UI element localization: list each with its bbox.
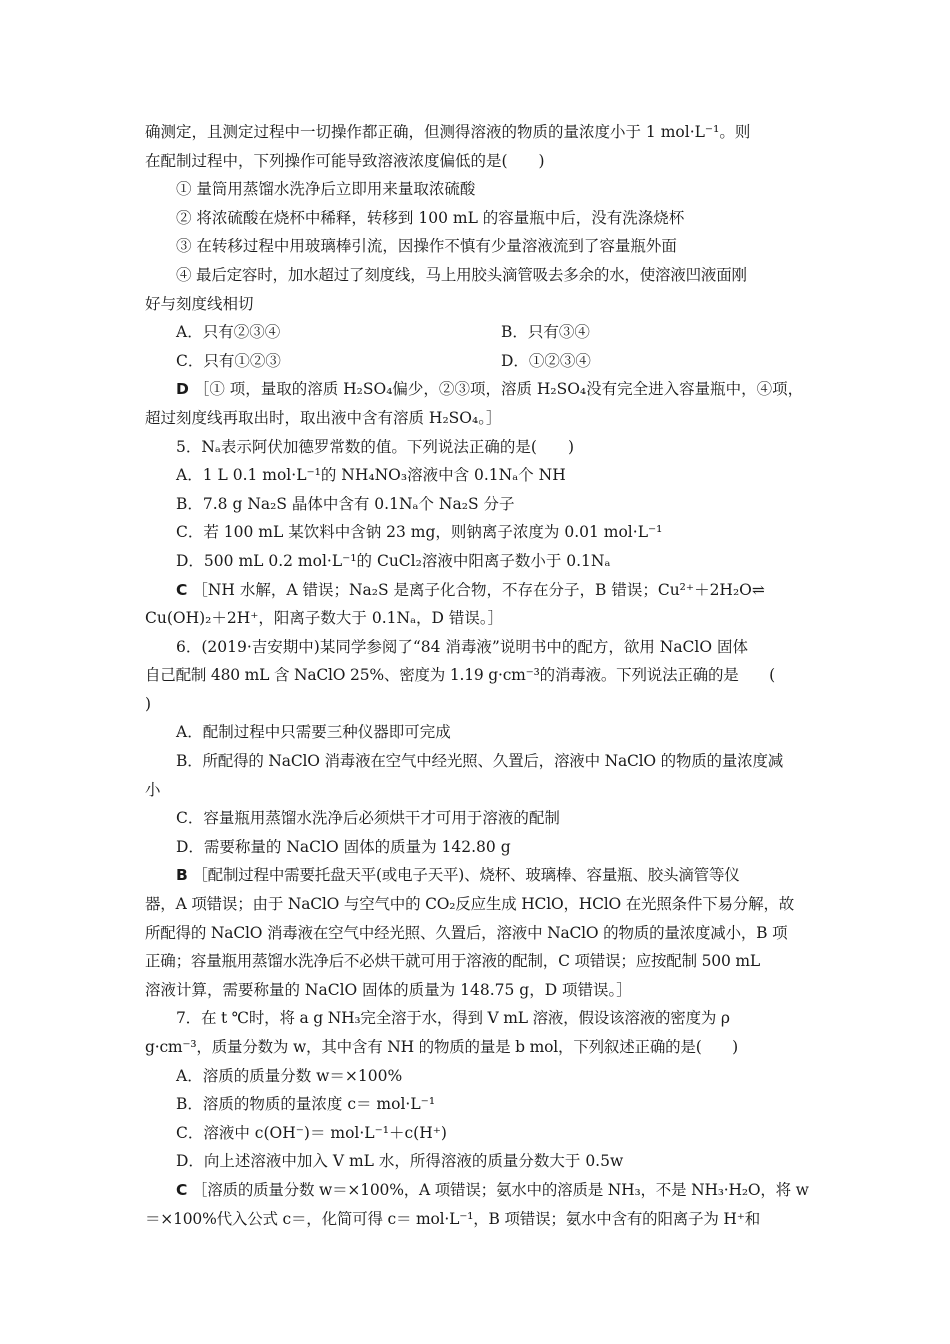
question-6-stem-cont: ) [145,694,152,713]
question-6-stem: 6．(2019·吉安期中)某同学参阅了“84 消毒液”说明书中的配方，欲用 NaClO 固体 [176,637,749,656]
q6-option-b: B．所配得的 NaClO 消毒液在空气中经光照、久置后，溶液中 NaClO 的物质的量浓度减 [176,752,784,771]
q7-option-a: A．溶质的质量分数 w＝×100% [176,1066,403,1085]
answer-letter: C [176,1180,188,1199]
answer-text-cont: 超过刻度线再取出时，取出液中含有溶质 H₂SO₄。］ [145,408,502,427]
q7-option-b: B．溶质的物质的量浓度 c＝ mol·L⁻¹ [176,1095,436,1114]
answer-text: ［配制过程中需要托盘天平(或电子天平)、烧杯、玻璃棒、容量瓶、胶头滴管等仪 [192,866,740,885]
answer-explanation [145,1176,810,1205]
answer-letter: C [176,580,188,599]
answer-explanation [145,576,810,605]
statement-1: ① 量筒用蒸馏水洗净后立即用来量取浓硫酸 [176,180,476,199]
text-line: 确测定，且测定过程中一切操作都正确，但测得溶液的物质的量浓度小于 1 mol·L⁻¹。则 [145,123,751,141]
q5-option-b: B．7.8 g Na₂S 晶体中含有 0.1Nₐ个 Na₂S 分子 [176,494,515,513]
q5-option-d: D．500 mL 0.2 mol·L⁻¹的 CuCl₂溶液中阳离子数小于 0.1Nₐ [176,551,611,570]
statement-3: ③ 在转移过程中用玻璃棒引流，因操作不慎有少量溶液流到了容量瓶外面 [176,237,677,256]
q5-option-a: A．1 L 0.1 mol·L⁻¹的 NH₄NO₃溶液中含 0.1Nₐ个 NH [176,466,566,485]
option-row [145,347,810,376]
option-c: C．只有①②③ [176,351,281,370]
question-7-stem: 7．在 t ℃时，将 a g NH₃完全溶于水，得到 V mL 溶液，假设该溶液的密度为 ρ [176,1009,730,1028]
answer-text: ［① 项，量取的溶质 H₂SO₄偏少，②③项，溶质 H₂SO₄没有完全进入容量瓶中，④项， [193,380,804,399]
answer-text-cont: 器，A 项错误；由于 NaClO 与空气中的 CO₂反应生成 HClO，HClO 在光照条件下易分解，故 [145,895,795,914]
answer-text: ［溶质的质量分数 w＝×100%，A 项错误；氨水中的溶质是 NH₃，不是 NH₃·H₂O，将 w [191,1180,809,1199]
q6-option-d: D．需要称量的 NaClO 固体的质量为 142.80 g [176,837,511,856]
q6-option-b-cont: 小 [145,780,161,799]
text-line: 在配制过程中，下列操作可能导致溶液浓度偏低的是( ) [145,151,545,170]
document-body [145,118,810,1233]
answer-letter: B [176,866,188,885]
answer-text-cont: Cu(OH)₂＋2H⁺，阳离子数大于 0.1Nₐ，D 错误。］ [145,609,504,628]
answer-text-cont: ＝×100%代入公式 c＝，化简可得 c＝ mol·L⁻¹，B 项错误；氨水中含有的阳离子为 H⁺和 [145,1209,760,1228]
statement-4: ④ 最后定容时，加水超过了刻度线，马上用胶头滴管吸去多余的水，使溶液凹液面刚 [176,265,747,284]
answer-text-cont: 正确；容量瓶用蒸馏水洗净后不必烘干就可用于溶液的配制，C 项错误；应按配制 500 mL [145,952,760,971]
answer-text-cont: 溶液计算，需要称量的 NaClO 固体的质量为 148.75 g，D 项错误。］ [145,980,632,999]
q7-option-d: D．向上述溶液中加入 V mL 水，所得溶液的质量分数大于 0.5w [176,1152,624,1171]
answer-explanation [145,861,810,890]
q6-option-a: A．配制过程中只需要三种仪器即可完成 [176,723,451,742]
answer-explanation [145,375,810,404]
q6-option-c: C．容量瓶用蒸馏水洗净后必须烘干才可用于溶液的配制 [176,809,560,828]
question-5-stem: 5．Nₐ表示阿伏加德罗常数的值。下列说法正确的是( ) [176,437,574,456]
statement-2: ② 将浓硫酸在烧杯中稀释，转移到 100 mL 的容量瓶中后，没有洗涤烧杯 [176,208,685,227]
option-d: D．①②③④ [501,351,591,370]
answer-letter: D [176,380,189,399]
question-6-stem-cont: 自己配制 480 mL 含 NaClO 25%、密度为 1.19 g·cm⁻³的消毒液。下列说法正确的是 ( [145,666,776,685]
text-line: 好与刻度线相切 [145,294,254,313]
answer-text-cont: 所配得的 NaClO 消毒液在空气中经光照、久置后，溶液中 NaClO 的物质的量浓度减小，B 项 [145,923,788,942]
option-row [145,318,810,347]
option-a: A．只有②③④ [176,323,281,342]
q5-option-c: C．若 100 mL 某饮料中含钠 23 mg，则钠离子浓度为 0.01 mol·L⁻¹ [176,523,663,542]
q7-option-c: C．溶液中 c(OH⁻)＝ mol·L⁻¹＋c(H⁺) [176,1123,447,1142]
question-7-stem-cont: g·cm⁻³，质量分数为 w，其中含有 NH 的物质的量是 b mol，下列叙述正确的是( ) [145,1038,739,1056]
option-b: B．只有③④ [501,323,590,342]
answer-text: ［NH 水解，A 错误；Na₂S 是离子化合物，不存在分子，B 错误；Cu²⁺＋2H₂O⇌ [192,580,765,599]
